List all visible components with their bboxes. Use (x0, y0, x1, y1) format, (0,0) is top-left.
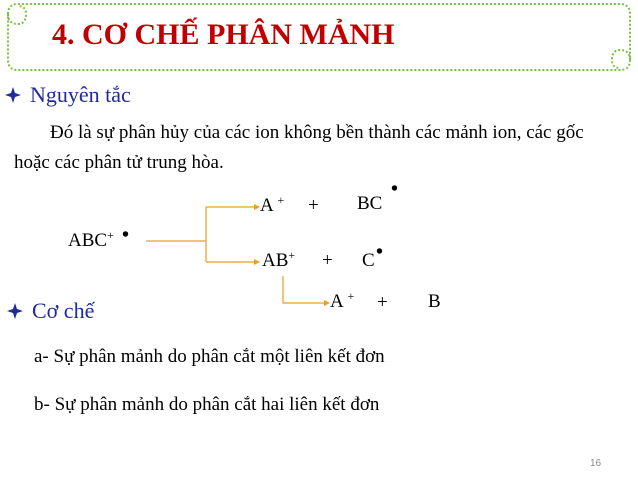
product3-a-charge: + (347, 289, 355, 303)
reactant (68, 230, 114, 252)
arrow-to-product3 (283, 276, 324, 303)
product2-b: C (362, 250, 375, 271)
list-item-a: a- Sự phân mảnh do phân cắt một liên kết đơn (34, 346, 385, 367)
product1-b: BC (357, 193, 383, 214)
product2-a (262, 250, 295, 272)
diamond-bullet-icon (6, 302, 24, 320)
product1-a (260, 195, 284, 217)
bullet-principle-label: Nguyên tắc (30, 82, 131, 107)
product1-radical-dot: • (391, 178, 399, 200)
product3-a (330, 291, 354, 313)
product2-a-charge: + (288, 248, 296, 262)
list-item-b: b- Sự phân mảnh do phân cắt hai liên kết đơn (34, 394, 380, 415)
diamond-bullet-icon (4, 86, 22, 104)
bullet-principle (4, 82, 131, 108)
product2-radical-dot: • (376, 241, 384, 263)
page-title: 4. CƠ CHẾ PHÂN MẢNH (52, 18, 395, 51)
product3-a-formula: A (330, 291, 343, 312)
product1-a-charge: + (277, 193, 285, 207)
reactant-formula: ABC (68, 230, 108, 251)
principle-paragraph: Đó là sự phân hủy của các ion không bền thành các mảnh ion, các gốc hoặc các phân tử trung hòa. (14, 122, 584, 173)
bullet-mechanism (6, 298, 94, 324)
reactant-radical-dot: • (122, 224, 130, 246)
product3-plus: + (377, 292, 388, 313)
product1-plus: + (308, 195, 319, 216)
product3-b: B (428, 291, 441, 312)
reactant-charge: + (107, 228, 114, 242)
bullet-mechanism-label: Cơ chế (32, 298, 95, 323)
product1-a-formula: A (260, 195, 273, 216)
product2-a-formula: AB (262, 250, 289, 271)
page-number: 16 (590, 458, 602, 469)
product2-plus: + (322, 250, 333, 271)
